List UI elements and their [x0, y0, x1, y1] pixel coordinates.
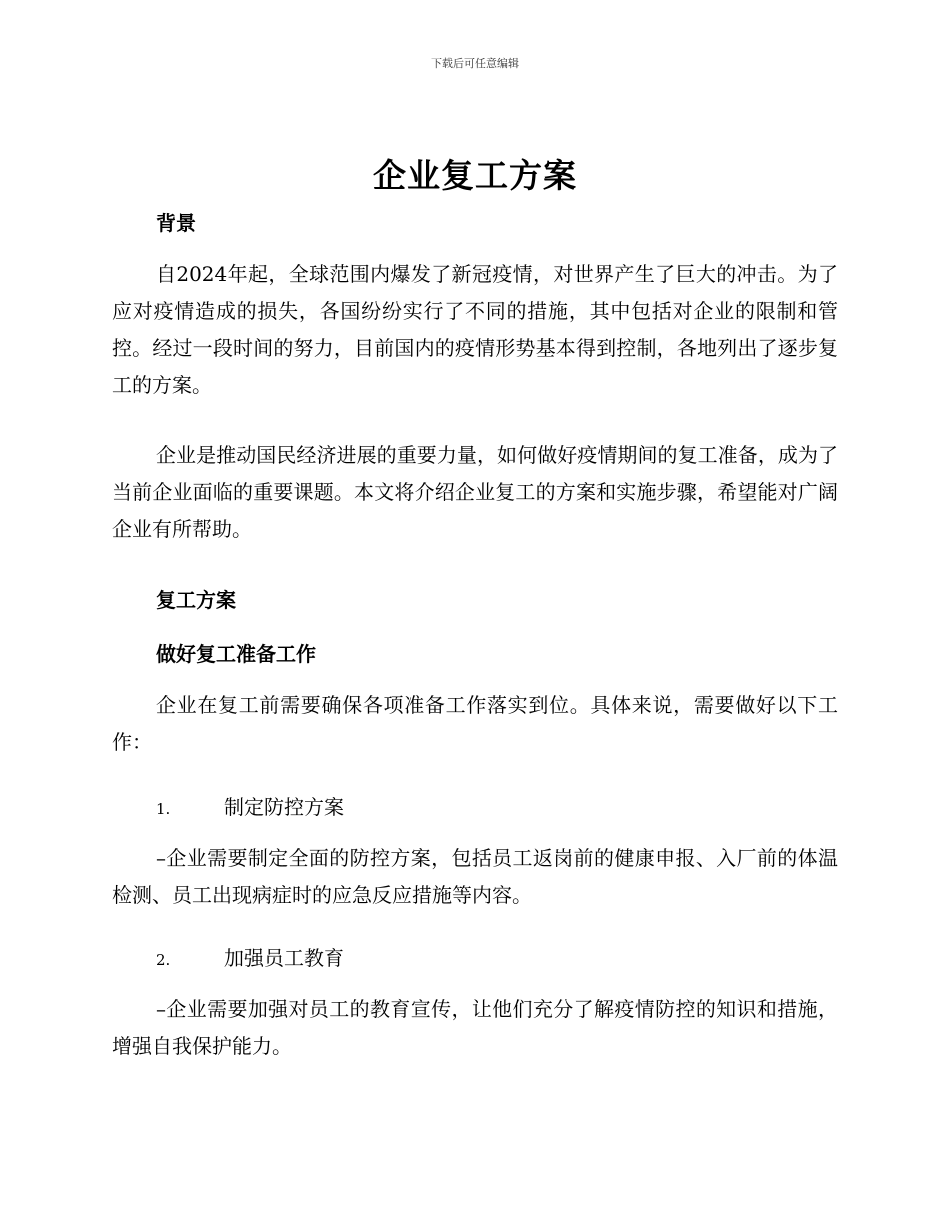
list-item-title: 制定防控方案: [224, 795, 344, 819]
paragraph-background-2: 企业是推动国民经济进展的重要力量，如何做好疫情期间的复工准备，成为了当前企业面临的重要课题。本文将介绍企业复工的方案和实施步骤，希望能对广阔企业有所帮助。: [112, 443, 838, 541]
list-item-title: 加强员工教育: [224, 946, 344, 970]
list-item-1-description: –企业需要制定全面的防控方案，包括员工返岗前的健康申报、入厂前的体温检测、员工出现病症时的应急反应措施等内容。: [112, 846, 838, 907]
list-item-2-description: –企业需要加强对员工的教育宣传，让他们充分了解疫情防控的知识和措施，增强自我保护能力。: [112, 997, 838, 1058]
paragraph-preparation: 企业在复工前需要确保各项准备工作落实到位。具体来说，需要做好以下工作：: [112, 693, 838, 754]
section-heading-background: 背景: [156, 211, 196, 235]
list-item-2: [156, 942, 344, 971]
section-heading-plan: 复工方案: [156, 588, 236, 612]
list-number: 1.: [156, 800, 171, 818]
header-note: 下载后可任意编辑: [431, 57, 519, 70]
list-number: 2.: [156, 951, 171, 969]
paragraph-background-1: 自2024年起，全球范围内爆发了新冠疫情，对世界产生了巨大的冲击。为了应对疫情造成的损失，各国纷纷实行了不同的措施，其中包括对企业的限制和管控。经过一段时间的努力，目前国内的疫情形势基本得到控制，各地列出了逐步复工的方案。: [112, 262, 838, 397]
document-title: 企业复工方案: [373, 156, 577, 195]
subsection-heading-preparation: 做好复工准备工作: [156, 642, 316, 666]
list-item-1: [156, 791, 344, 820]
